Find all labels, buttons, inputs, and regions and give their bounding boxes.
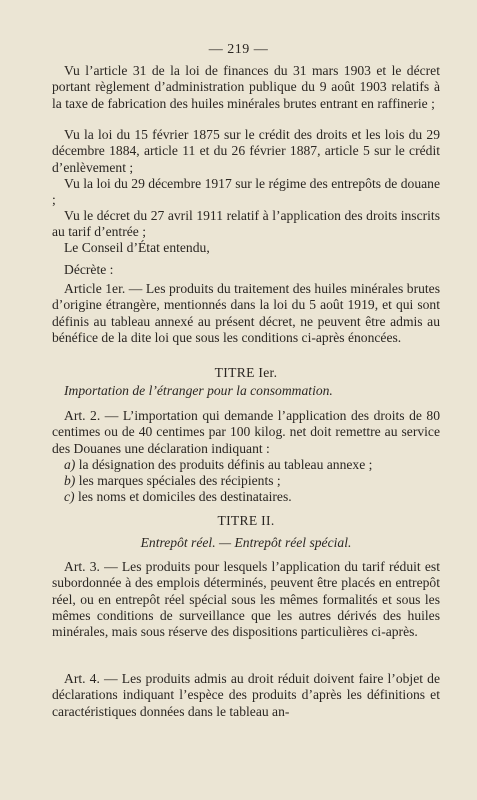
list-label-a: a)	[64, 457, 76, 472]
list-text-a: la désignation des produits définis au tableau annexe ;	[78, 457, 373, 472]
paragraph-decrete: Décrète :	[64, 262, 114, 277]
list-item-a	[52, 457, 372, 473]
paragraph-vu-loi-1875: Vu la loi du 15 février 1875 sur le crédit des droits et les lois du 29 décembre 1884, article 11 et du 26 février 1887, article 5 sur le crédit d’enlèvement ;	[52, 127, 440, 175]
paragraph-vu-loi-1917: Vu la loi du 29 décembre 1917 sur le régime des entrepôts de douane ;	[52, 176, 440, 208]
titre-1-heading: TITRE Ier.	[214, 365, 278, 380]
list-label-c: c)	[64, 489, 75, 504]
article-3: Art. 3. — Les produits pour lesquels l’application du tarif réduit est subordonnée à des emplois déterminés, peuvent être placés en entrepôt réel, ou en entrepôt réel spécial sous les mêmes formalités et sous les mêmes conditions de surveillance que les autres dérivés des huiles minérales, mais sous réserve des dispositions particulières ci-après.	[52, 559, 440, 640]
paragraph-conseil-etat: Le Conseil d’État entendu,	[64, 240, 210, 255]
list-text-c: les noms et domiciles des destinataires.	[77, 489, 292, 504]
article-4: Art. 4. — Les produits admis au droit réduit doivent faire l’objet de déclarations indiquant l’espèce des produits d’après les définitions et caractéristiques données dans le tableau an-	[52, 671, 440, 719]
paragraph-vu-decret-1911: Vu le décret du 27 avril 1911 relatif à l’application des droits inscrits au tarif d’entrée ;	[52, 208, 440, 240]
article-1: Article 1er. — Les produits du traitement des huiles minérales brutes d’origine étrangère, mentionnés dans la loi du 5 août 1919, et qui sont définis au tableau annexé au présent décret, ne peuvent être admis au bénéfice de la dite loi que sous les conditions ci-après énoncées.	[52, 281, 440, 345]
paragraph-vu-article-31: Vu l’article 31 de la loi de finances du 31 mars 1903 et le décret portant règlement d’administration publique du 9 août 1903 relatifs à la taxe de fabrication des huiles minérales brutes entrant en raffinerie ;	[52, 63, 440, 111]
titre-2-subtitle: Entrepôt réel. — Entrepôt réel spécial.	[140, 535, 352, 550]
list-item-c	[52, 489, 292, 505]
list-item-b	[52, 473, 281, 489]
titre-2-heading: TITRE II.	[217, 513, 275, 528]
list-label-b: b)	[64, 473, 76, 488]
list-text-b: les marques spéciales des récipients ;	[78, 473, 281, 488]
article-2: Art. 2. — L’importation qui demande l’application des droits de 80 centimes ou de 40 centimes par 100 kilog. net doit remettre au service des Douanes une déclaration indiquant :	[52, 408, 440, 456]
page-number: — 219 —	[208, 42, 269, 57]
titre-1-subtitle: Importation de l’étranger pour la consommation.	[64, 383, 333, 398]
